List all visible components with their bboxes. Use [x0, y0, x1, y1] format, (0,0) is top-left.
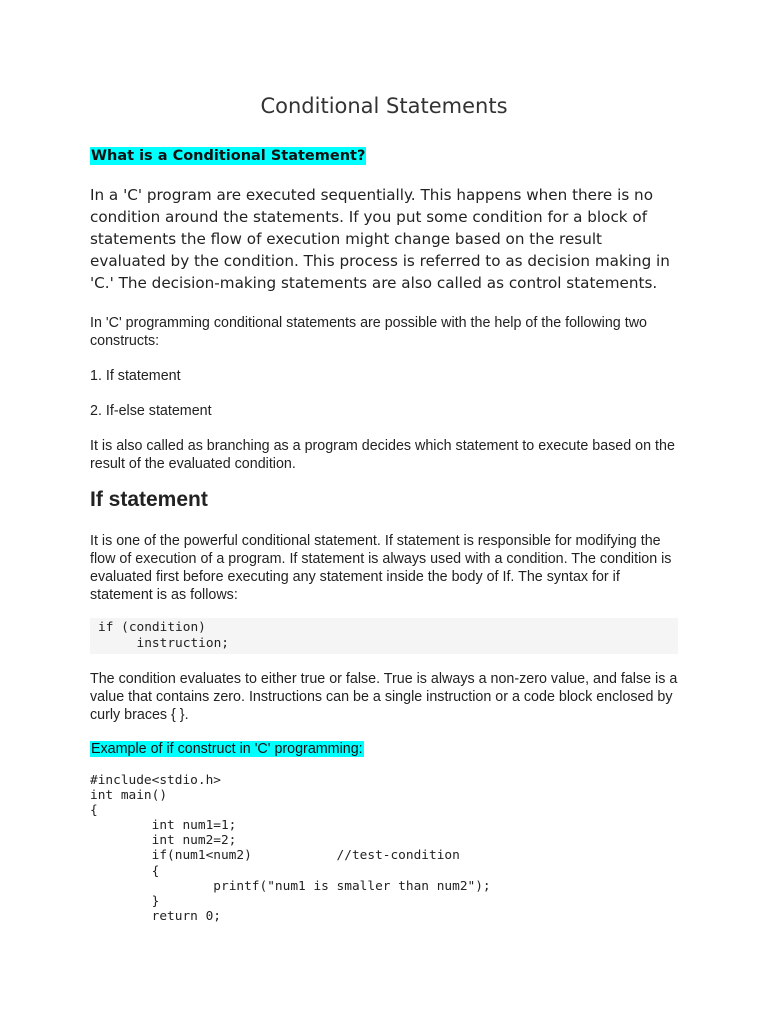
branching-paragraph: It is also called as branching as a program decides which statement to execute based on the result of the evaluated condition. — [90, 438, 675, 472]
list-item-if: 1. If statement — [90, 368, 181, 384]
intro-paragraph: In a 'C' program are executed sequentially. This happens when there is no condition around the statements. If you put some condition for a block of statements the flow of execution might change based on the result evaluated by the condition. This process is referred to as decision making in 'C.' The decision-making statements are also called as control statements. — [90, 186, 670, 292]
example-label — [90, 740, 364, 758]
question-heading — [90, 145, 366, 167]
question-heading-highlight: What is a Conditional Statement? — [91, 148, 366, 164]
constructs-paragraph: In 'C' programming conditional statements are possible with the help of the following two constructs: — [90, 315, 647, 349]
syntax-code-block: if (condition) instruction; — [90, 618, 678, 654]
page-title: Conditional Statements — [260, 94, 508, 118]
list-item-if-else: 2. If-else statement — [90, 403, 212, 419]
if-statement-heading: If statement — [90, 488, 208, 511]
if-description-paragraph: It is one of the powerful conditional statement. If statement is responsible for modifying the flow of execution of a program. If statement is always used with a condition. The condition is evaluated first before executing any statement inside the body of If. The syntax for if statement is as follows: — [90, 533, 672, 603]
example-code-block: #include<stdio.h> int main() { int num1=1; int num2=2; if(num1<num2) //test-condition { printf("num1 is smaller than num2"); } return 0; — [90, 773, 491, 924]
condition-paragraph: The condition evaluates to either true or false. True is always a non-zero value, and false is a value that contains zero. Instructions can be a single instruction or a code block enclosed by curly braces { }. — [90, 671, 678, 723]
example-label-highlight: Example of if construct in 'C' programming: — [91, 741, 363, 757]
